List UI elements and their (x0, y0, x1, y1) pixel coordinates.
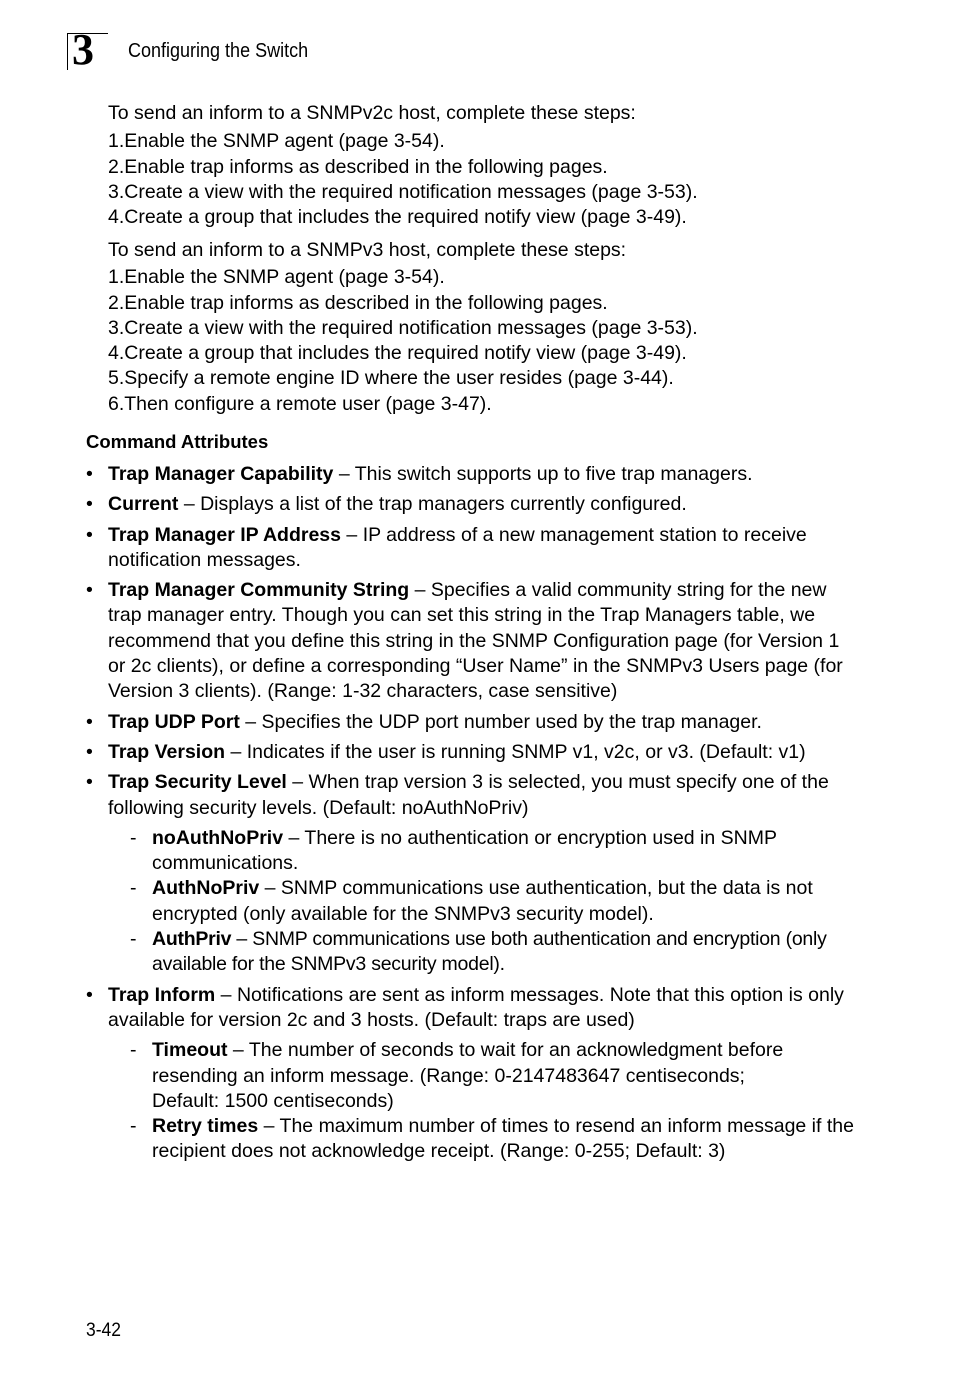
sub-attribute-item (108, 876, 856, 927)
v2c-step: 2.Enable trap informs as described in the following pages. (108, 155, 608, 178)
sub-attribute-item (108, 927, 856, 978)
attribute-item (86, 578, 856, 704)
attribute-item (86, 492, 856, 517)
bullet: • (86, 579, 93, 602)
sub-attribute-description-continued: Default: 1500 centiseconds) (152, 1089, 394, 1112)
page-number: 3-42 (86, 1320, 121, 1341)
sub-attribute-term: AuthNoPriv (152, 877, 260, 900)
v2c-intro: To send an inform to a SNMPv2c host, complete these steps: (108, 102, 636, 124)
attribute-term: Trap Manager Community String (108, 579, 410, 602)
dash: - (130, 1115, 137, 1138)
dash: - (130, 1039, 137, 1062)
sub-attribute-description: – SNMP communications use both authentication and encryption (only available for the SNMPv3 security model). (152, 928, 827, 976)
sub-attribute-term: Retry times (152, 1115, 259, 1138)
bullet: • (86, 523, 93, 546)
sub-attribute-item (108, 826, 856, 877)
v2c-step: 3.Create a view with the required notification messages (page 3-53). (108, 180, 698, 203)
sub-attribute-term: AuthPriv (152, 928, 232, 951)
running-title: Configuring the Switch (128, 40, 309, 62)
attribute-item (86, 523, 856, 574)
attribute-term: Trap Security Level (108, 771, 287, 794)
sub-attribute-description: – SNMP communications use authentication, but the data is not encrypted (only available for the SNMPv3 security model). (152, 877, 813, 925)
v3-step: 6.Then configure a remote user (page 3-47). (108, 392, 492, 415)
v2c-step: 1.Enable the SNMP agent (page 3-54). (108, 130, 445, 153)
attribute-item (86, 983, 856, 1165)
attribute-term: Trap Manager IP Address (108, 523, 342, 546)
bullet: • (86, 463, 93, 485)
bullet: • (86, 493, 93, 516)
sub-attribute-item (108, 1114, 856, 1165)
dash: - (130, 877, 137, 900)
dash: - (130, 826, 137, 849)
v2c-steps-section (108, 101, 698, 230)
attribute-description: – Displays a list of the trap managers currently configured. (178, 493, 687, 516)
chapter-number: 3 (72, 25, 94, 74)
attribute-item (86, 770, 856, 977)
sub-attribute-item (108, 1038, 856, 1114)
attribute-list (86, 462, 856, 1170)
bullet: • (86, 771, 93, 794)
attribute-item (86, 462, 856, 487)
attribute-description: – IP address of a new management station to receive notification messages. (108, 523, 807, 571)
v3-step: 3.Create a view with the required notification messages (page 3-53). (108, 316, 698, 339)
attribute-term: Trap Version (108, 740, 226, 763)
attribute-description: – Specifies a valid community string for the new trap manager entry. Though you can set this string in the Trap Managers table, we recommend that you define this string in the SNMP Configuration page (for Version 1 or 2c clients), or define a corresponding “User Name” in the SNMPv3 Users page (for Version 3 clients). (Range: 1-32 characters, case sensitive) (108, 579, 843, 703)
chapter-number-box (67, 25, 108, 74)
inform-sublist (108, 1038, 856, 1164)
attribute-description: – Specifies the UDP port number used by the trap manager. (239, 710, 762, 733)
sub-attribute-description: – The number of seconds to wait for an acknowledgment before resending an inform message. (Range: 0-2147483647 centiseconds; (152, 1039, 784, 1087)
v3-step: 1.Enable the SNMP agent (page 3-54). (108, 266, 445, 289)
sub-attribute-term: Timeout (152, 1039, 228, 1062)
attribute-term: Trap UDP Port (108, 710, 240, 733)
attribute-description: – Notifications are sent as inform messages. Note that this option is only available for version 2c and 3 hosts. (Default: traps are used) (108, 983, 844, 1031)
sub-attribute-description: – The maximum number of times to resend an inform message if the recipient does not acknowledge receipt. (Range: 0-255; Default: 3) (152, 1115, 854, 1163)
attribute-description: – When trap version 3 is selected, you must specify one of the following security levels. (Default: noAuthNoPriv) (108, 771, 829, 819)
v3-steps-section (108, 238, 698, 417)
v3-step: 4.Create a group that includes the required notify view (page 3-49). (108, 342, 687, 365)
bullet: • (86, 983, 93, 1006)
v3-intro: To send an inform to a SNMPv3 host, complete these steps: (108, 239, 627, 261)
attribute-description: – Indicates if the user is running SNMP v1, v2c, or v3. (Default: v1) (225, 740, 806, 763)
dash: - (130, 928, 137, 951)
security-level-sublist (108, 826, 856, 978)
attribute-term: Trap Inform (108, 983, 216, 1006)
sub-attribute-term: noAuthNoPriv (152, 826, 284, 849)
command-attributes-heading: Command Attributes (86, 431, 269, 452)
attribute-item (86, 740, 856, 765)
sub-attribute-description: – There is no authentication or encryption used in SNMP communications. (152, 826, 777, 875)
v3-step: 2.Enable trap informs as described in the following pages. (108, 291, 608, 314)
v3-step: 5.Specify a remote engine ID where the user resides (page 3-44). (108, 367, 674, 390)
attribute-description: – This switch supports up to five trap managers. (333, 463, 753, 485)
attribute-term: Trap Manager Capability (108, 463, 334, 485)
attribute-term: Current (108, 493, 179, 516)
bullet: • (86, 740, 93, 763)
attribute-item (86, 710, 856, 735)
v2c-step: 4.Create a group that includes the required notify view (page 3-49). (108, 206, 687, 229)
bullet: • (86, 710, 93, 733)
